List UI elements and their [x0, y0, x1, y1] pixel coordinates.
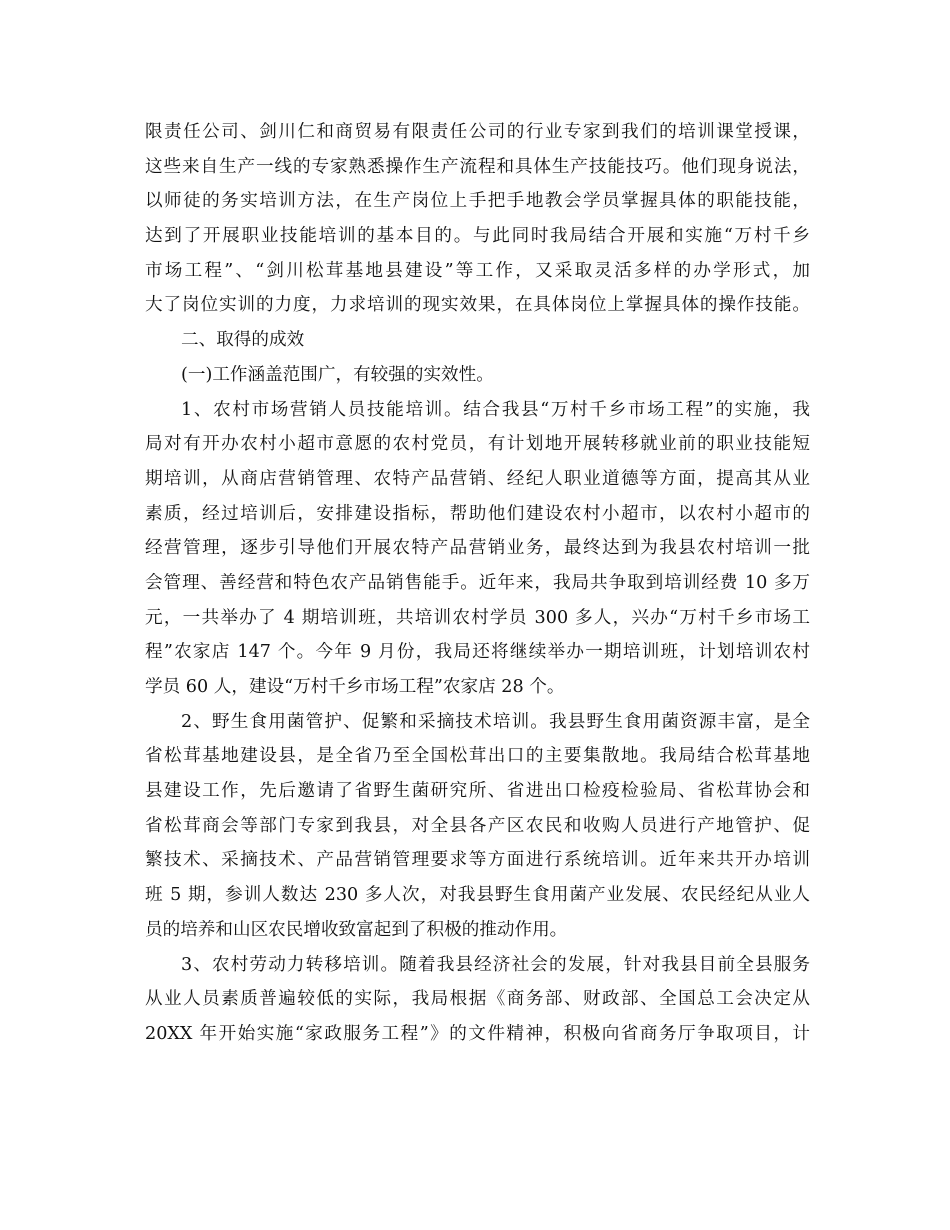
- text-line: 经营管理，逐步引导他们开展农特产品营销业务，最终达到为我县农村培训一批: [145, 538, 810, 559]
- text-line: 局对有开办农村小超市意愿的农村党员，有计划地开展转移就业前的职业技能短: [145, 434, 810, 455]
- text-line: 元，一共举办了 4 期培训班，共培训农村学员 300 多人，兴办“万村千乡市场工: [145, 607, 810, 628]
- text-line: 这些来自生产一线的专家熟悉操作生产流程和具体生产技能技巧。他们现身说法，: [145, 156, 810, 177]
- text-line: 从业人员素质普遍较低的实际，我局根据《商务部、财政部、全国总工会决定从: [145, 989, 810, 1010]
- text-line: 会管理、善经营和特色农产品销售能手。近年来，我局共争取到培训经费 10 多万: [145, 572, 810, 593]
- text-line: 大了岗位实训的力度，力求培训的现实效果，在具体岗位上掌握具体的操作技能。: [145, 295, 810, 316]
- text-line: (一)工作涵盖范围广，有较强的实效性。: [181, 364, 494, 385]
- text-line: 期培训，从商店营销管理、农特产品营销、经纪人职业道德等方面，提高其从业: [145, 468, 810, 489]
- text-line: 2、野生食用菌管护、促繁和采摘技术培训。我县野生食用菌资源丰富，是全: [181, 711, 810, 732]
- text-line: 省松茸基地建设县，是全省乃至全国松茸出口的主要集散地。我局结合松茸基地: [145, 746, 810, 767]
- text-line: 员的培养和山区农民增收致富起到了积极的推动作用。: [145, 919, 568, 940]
- text-line: 学员 60 人，建设“万村千乡市场工程”农家店 28 个。: [145, 677, 565, 697]
- text-line: 班 5 期，参训人数达 230 多人次，对我县野生食用菌产业发展、农民经纪从业人: [145, 885, 810, 906]
- text-line: 二、取得的成效: [181, 330, 305, 351]
- document-body: [145, 115, 810, 1052]
- text-line: 达到了开展职业技能培训的基本目的。与此同时我局结合开展和实施“万村千乡: [145, 226, 810, 247]
- text-line: 1、农村市场营销人员技能培训。结合我县“万村千乡市场工程”的实施，我: [181, 399, 810, 420]
- text-line: 繁技术、采摘技术、产品营销管理要求等方面进行系统培训。近年来共开办培训: [145, 850, 810, 871]
- text-line: 素质，经过培训后，安排建设指标，帮助他们建设农村小超市，以农村小超市的: [145, 503, 810, 524]
- text-line: 以师徒的务实培训方法，在生产岗位上手把手地教会学员掌握具体的职能技能，: [145, 191, 810, 212]
- text-line: 县建设工作，先后邀请了省野生菌研究所、省进出口检疫检验局、省松茸协会和: [145, 781, 810, 802]
- text-line: 20XX 年开始实施“家政服务工程”》的文件精神，积极向省商务厅争取项目，计: [145, 1023, 810, 1044]
- text-line: 省松茸商会等部门专家到我县，对全县各产区农民和收购人员进行产地管护、促: [145, 815, 810, 836]
- text-line: 3、农村劳动力转移培训。随着我县经济社会的发展，针对我县目前全县服务: [181, 954, 810, 975]
- text-line: 限责任公司、剑川仁和商贸易有限责任公司的行业专家到我们的培训课堂授课，: [145, 122, 810, 142]
- text-line: 市场工程”、“剑川松茸基地县建设”等工作，又采取灵活多样的办学形式，加: [145, 260, 810, 281]
- text-line: 程”农家店 147 个。今年 9 月份，我局还将继续举办一期培训班，计划培训农村: [145, 642, 810, 663]
